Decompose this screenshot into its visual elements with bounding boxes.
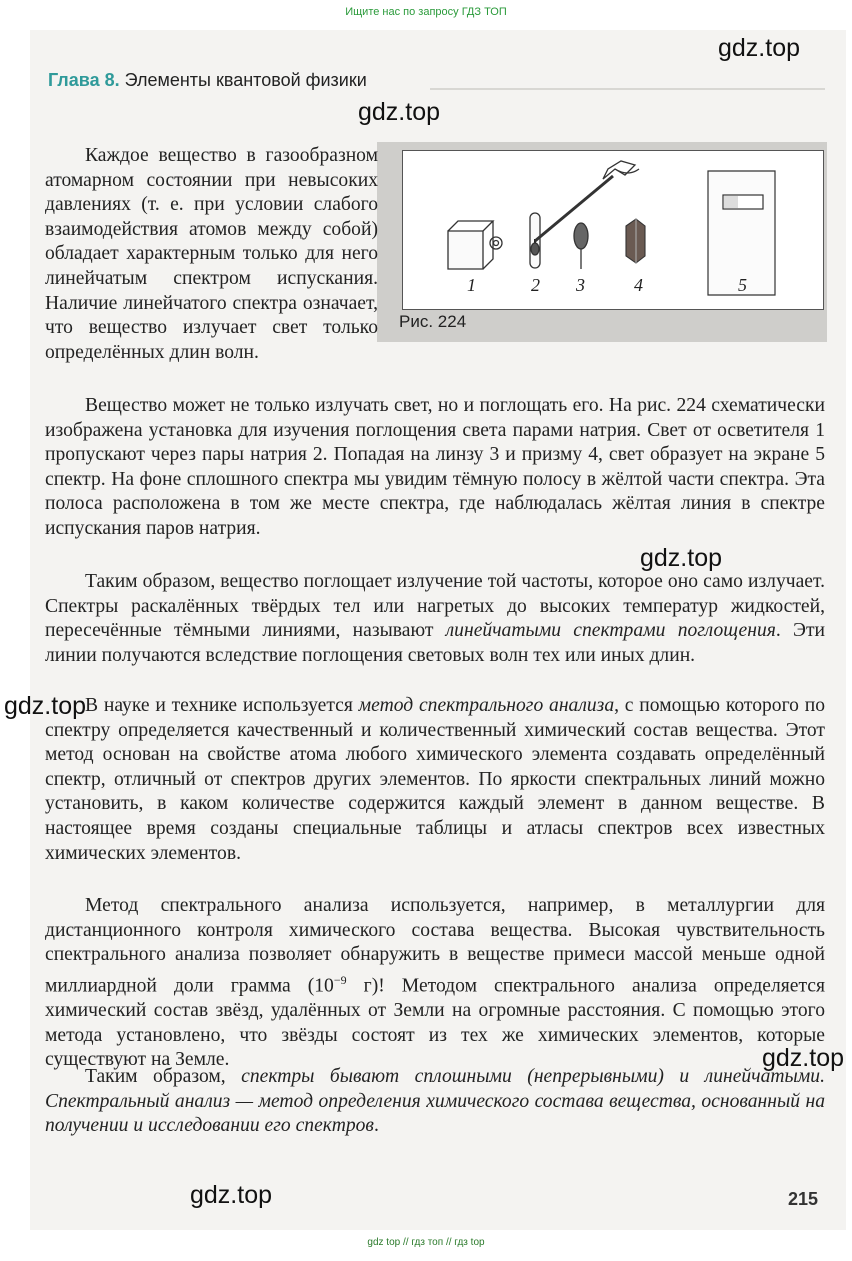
top-search-hint[interactable]: Ищите нас по запросу ГДЗ ТОП <box>345 6 507 18</box>
paragraph-text: Таким образом, <box>85 1066 242 1087</box>
watermark: gdz.top <box>4 692 87 720</box>
figure-label-1: 1 <box>467 275 476 295</box>
term-absorption-spectra: линейчатыми спектрами поглощения <box>445 620 776 642</box>
figure-caption: Рис. 224 <box>399 312 467 331</box>
figure-label-3: 3 <box>576 275 585 295</box>
paragraph-line-spectra <box>45 144 378 363</box>
chapter-title: Элементы квантовой физики <box>124 70 367 90</box>
figure-224 <box>377 142 827 342</box>
header-rule <box>430 88 825 90</box>
paragraph-text: Метод спектрального анализа используется, например, в металлургии для дистанционного контроля химического состава вещества. Высокая чувствительность спектрального анализа позволяет обнаружить в веществе примеси массой меньше одной миллиардной доли грамма (10 <box>45 895 825 997</box>
paragraph-text: Таким образом, вещество поглощает излучение той частоты, которое оно само излучает. Спектры раскалённых твёрдых тел или нагретых до высоких температур жидкостей, пересечённые тёмными линиями, называют <box>45 571 825 642</box>
paragraph-spectral-analysis <box>45 694 825 866</box>
term-spectral-analysis: метод спектрального анализа <box>358 695 615 716</box>
bottom-links[interactable]: gdz top // гдз топ // гдз top <box>367 1237 485 1248</box>
watermark: gdz.top <box>358 98 441 126</box>
figure-label-5: 5 <box>738 275 747 295</box>
chapter-header <box>48 70 367 91</box>
watermark: gdz.top <box>640 544 723 572</box>
paragraph-text: В науке и технике используется <box>85 695 359 716</box>
watermark: gdz.top <box>762 1044 845 1072</box>
paragraph-text: Каждое вещество в газообразном атомарном состоянии при невысоких давлениях (т. е. при условии слабого взаимодействия атомов между собой) обладает характерным только для него линейчатым спектром испускания. Наличие линейчатого спектра означает, что вещество излучает свет только определённых длин волн. <box>45 145 378 363</box>
paragraph-text: г)! Методом спектрального анализа определяется химический состав звёзд, удалённых от Земли на огромные расстояния. С помощью этого метода установлено, что звёзды состоят из тех же химических элементов, которые существуют на Земле. <box>45 975 826 1071</box>
sodium-vapor-tube-icon <box>530 161 639 268</box>
paragraph-text: Вещество может не только излучать свет, но и поглощать его. На рис. 224 схематически изображена установка для изучения поглощения света парами натрия. Свет от осветителя 1 пропускают через пары натрия 2. Попадая на линзу 3 и призму 4, свет образует на экране 5 спектр. На фоне сплошного спектра мы увидим тёмную полосу в жёлтой части спектра. Эта полоса расположена в том же месте спектра, где наблюдалась жёлтая линия в спектре испускания паров натрия. <box>45 395 825 539</box>
chapter-number: Глава 8. <box>48 70 120 90</box>
paragraph-absorption <box>45 394 825 542</box>
paragraph-text: , с помощью которого по спектру определяется качественный и количественный химический состав вещества. Этот метод основан на свойстве атома любого химического элемента создавать определённый спектр, отличный от спектров других элементов. По яркости спектральных линий можно установить, в каком количестве содержится каждый элемент в данном веществе. В настоящее время созданы специальные таблицы и атласы спектров всех известных химических элементов. <box>45 695 825 864</box>
figure-illustration <box>402 150 824 310</box>
paragraph-text: . Эти линии получаются вследствие поглощения световых волн тех или иных длин. <box>45 620 826 666</box>
illuminator-icon <box>448 221 502 269</box>
paragraph-text: . <box>373 1115 379 1137</box>
figure-label-4: 4 <box>634 275 643 295</box>
paragraph-metallurgy <box>45 894 825 1073</box>
book-page <box>30 30 846 1230</box>
watermark: gdz.top <box>190 1181 273 1209</box>
prism-icon <box>626 219 645 263</box>
lens-icon <box>574 223 588 269</box>
spectroscopy-setup-diagram <box>403 151 823 309</box>
figure-label-2: 2 <box>531 275 540 295</box>
paragraph-conclusion <box>45 1065 825 1139</box>
paragraph-absorption-spectra <box>45 570 825 668</box>
page-number: 215 <box>788 1189 819 1209</box>
conclusion-definition: спектры бывают сплошными (непрерывными) и линейчатыми. Спектральный анализ — метод определения химического состава вещества, основанный на получении и исследовании его спектров <box>45 1066 825 1137</box>
watermark: gdz.top <box>718 34 801 62</box>
exponent: −9 <box>333 972 347 987</box>
